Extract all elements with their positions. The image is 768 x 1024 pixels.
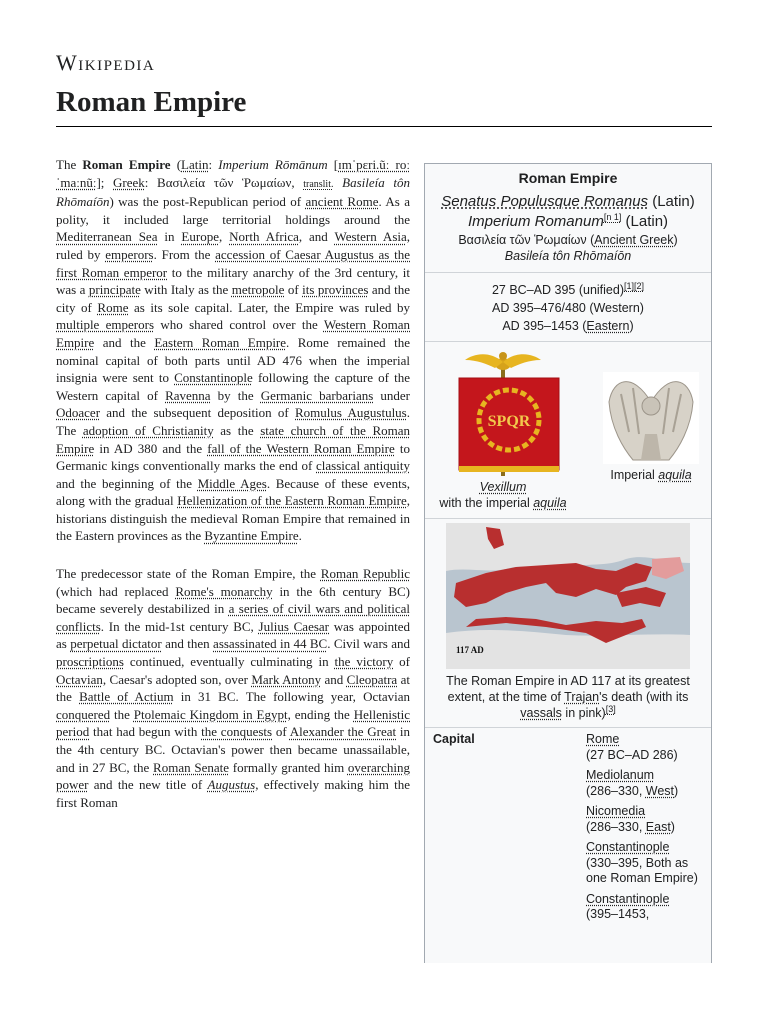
article-paragraph-2 [56, 565, 410, 811]
article-link[interactable]: Middle Ages [197, 475, 267, 491]
article-link[interactable]: Constantinople [174, 370, 253, 386]
date-unified-text: 27 BC–AD 395 (unified) [491, 283, 624, 297]
latin-lang-label-2: (Latin) [625, 213, 669, 230]
article-link[interactable]: Octavian [56, 671, 103, 687]
article-link[interactable]: overarching power [56, 759, 411, 793]
article-text: that had begun with [89, 724, 202, 740]
article-text: to the military anarchy of the 3rd century, it was a [56, 264, 410, 298]
article-link[interactable]: Alexander the Great [289, 724, 397, 740]
capital-link[interactable]: Mediolanum [586, 768, 655, 782]
article-link[interactable]: Odoacer [56, 405, 101, 421]
article-link[interactable]: a series of civil wars and political conflicts [56, 601, 410, 634]
article-text: , [218, 229, 230, 245]
article-link[interactable]: state church of the Roman Empire [56, 422, 410, 456]
article-text: at the [56, 671, 410, 705]
article-link[interactable]: Mark Antony [251, 671, 322, 687]
article-text: and the new title of [88, 777, 208, 793]
article-link[interactable]: Augustus [207, 777, 256, 793]
article-link[interactable]: classical antiquity [316, 458, 410, 474]
article-text: and the city of [56, 282, 410, 315]
article-link[interactable]: Greek [113, 174, 145, 190]
infobox-title: Roman Empire [518, 170, 618, 186]
article-link[interactable]: Rome [97, 299, 129, 315]
article-text: . From the [153, 246, 216, 262]
article-link[interactable]: perpetual dictator [70, 636, 162, 652]
article-link[interactable]: Julius Caesar [258, 618, 330, 634]
infobox [424, 163, 712, 963]
article-link[interactable]: Roman Republic [320, 566, 410, 582]
article-link[interactable]: North Africa [229, 229, 299, 245]
title-divider [56, 126, 712, 127]
capital-item [586, 840, 711, 887]
article-link[interactable]: Roman Senate [153, 759, 229, 775]
article-link[interactable]: conquered [56, 706, 111, 722]
article-text: [ [327, 157, 339, 172]
article-text: the [110, 706, 134, 722]
article-link[interactable]: Western Asia [334, 229, 407, 245]
greek-name: Βασιλεία τῶν Ῥωμαίων [458, 233, 587, 247]
capital-link[interactable]: Constantinople [586, 891, 670, 906]
article-text: and the beginning of the [56, 475, 198, 491]
wikipedia-logo[interactable]: Wikipedia [56, 50, 156, 75]
date-eastern [425, 317, 711, 335]
vexillum-image[interactable] [439, 348, 567, 476]
infobox-native-name-latin [429, 192, 707, 212]
aquila-caption: Imperial [610, 468, 659, 482]
capital-item [586, 768, 711, 799]
infobox-images [425, 342, 711, 519]
map-caption-text-3: in pink) [561, 706, 606, 720]
article-link[interactable]: Latin [181, 157, 209, 172]
article-link[interactable]: the conquests [201, 724, 273, 740]
date-western: AD 395–476/480 (Western) [492, 301, 644, 315]
infobox-greek-name [429, 232, 707, 248]
latin-motto-link[interactable]: Senatus Populusque Romanus [441, 193, 649, 210]
article-text: , and [298, 229, 335, 245]
article-text: , effectively making him the first Roman [56, 777, 410, 810]
article-text: , Caesar's adopted son, over [102, 671, 252, 687]
article-text: ) was the post-Republican period of [109, 194, 306, 210]
article-text: following the capture of the Western capital of [56, 370, 410, 403]
paren: ) [670, 819, 675, 834]
article-link[interactable]: multiple emperors [56, 317, 155, 333]
paren: ) [629, 319, 634, 333]
citation-ref[interactable]: [3] [605, 703, 616, 714]
article-text: in 31 BC. The following year, Octavian [173, 689, 410, 705]
map-caption [425, 669, 711, 721]
article-link[interactable]: Europe [181, 229, 219, 245]
article-text: (which had replaced [56, 583, 176, 599]
paren: ) [673, 233, 678, 247]
article-text: : [208, 157, 219, 172]
date-eastern-text: AD 395–1453 ( [502, 319, 587, 333]
vexillum-caption: with the imperial [439, 496, 534, 510]
article-text: . The [56, 405, 410, 438]
paren: ( [590, 233, 595, 247]
article-text: to Germanic kings conventionally marks the end of [56, 440, 410, 474]
date-unified [425, 281, 711, 299]
infobox-map [425, 519, 711, 728]
article-link[interactable]: Ptolemaic Kingdom in Egypt [133, 706, 288, 722]
article-link[interactable]: emperors [105, 246, 154, 262]
article-link[interactable]: ancient Rome [305, 194, 379, 210]
article-text: ]; [96, 174, 114, 190]
article-text: Imperium Rōmānum [218, 157, 328, 172]
capital-item [586, 892, 711, 923]
capital-detail: (27 BC–AD 286) [586, 747, 678, 762]
article-link[interactable]: Mediterranean Sea [56, 229, 158, 245]
article-text: Roman Empire [82, 157, 171, 172]
capital-detail: (395–1453, [586, 907, 650, 921]
vassals-link[interactable]: vassals [520, 706, 562, 720]
article-link[interactable]: Western Roman Empire [56, 317, 411, 350]
article-link[interactable]: ɪmˈpɛri.ũː roːˈmaːnũː [56, 157, 410, 190]
article-text: under [373, 387, 410, 403]
article-text: . As a polity, it included large territorial holdings around the [56, 194, 410, 227]
capital-detail: (286–330, [586, 783, 646, 798]
capital-item [586, 804, 711, 835]
article-link[interactable]: translit. [303, 178, 334, 190]
aquila-link[interactable]: aquila [533, 496, 567, 510]
west-link[interactable]: West [645, 783, 675, 798]
article-text: and [321, 671, 347, 687]
article-text: . Rome remained the nominal capital of both parts until AD 476 when the imperial insignia were sent to [56, 334, 410, 386]
article-body [56, 156, 410, 831]
vexillum-link[interactable]: Vexillum [479, 480, 527, 494]
vexillum-figure [439, 348, 567, 511]
article-text: continued, eventually culminating in [123, 654, 335, 670]
article-text: with Italy as the [140, 282, 232, 298]
east-link[interactable]: East [645, 819, 671, 834]
article-link[interactable]: adoption of Christianity [82, 422, 214, 438]
capital-link[interactable]: Nicomedia [586, 804, 646, 818]
article-text: The predecessor state of the Roman Empire, the [56, 566, 321, 582]
article-paragraph-1 [56, 156, 410, 545]
article-link[interactable]: Eastern Roman Empire [154, 334, 287, 350]
article-text: and then [161, 636, 214, 652]
capital-detail: (286–330, [586, 819, 646, 834]
article-text: in AD 380 and the [94, 440, 208, 456]
article-text: and the [94, 334, 155, 350]
article-text: of [272, 724, 290, 740]
infobox-capital-row [425, 728, 711, 932]
article-link[interactable]: Cleopatra [346, 671, 398, 687]
article-text: ( [170, 157, 182, 172]
greek-transliteration: Basileía tôn Rhōmaíōn [504, 249, 632, 263]
article-text: in the 6th century BC) became severely destabilized in [56, 583, 410, 617]
article-text: was appointed as [56, 618, 411, 652]
article-text: , ending the [287, 706, 354, 722]
paren: ) [674, 783, 679, 798]
capital-item [586, 732, 711, 763]
infobox-header [425, 164, 711, 273]
article-text: in [157, 229, 182, 245]
capital-list [586, 732, 711, 923]
citation-ref[interactable]: [1][2] [624, 280, 645, 291]
eastern-link[interactable]: Eastern [586, 319, 630, 333]
article-link[interactable]: Rome's monarchy [175, 583, 273, 599]
note-ref[interactable]: [n 1] [603, 212, 622, 222]
article-text: . Civil wars and [327, 636, 410, 652]
map-caption-text-2: 's death (with its [599, 690, 689, 704]
article-text: , historians distinguish the medieval Roman Empire that remained in the Eastern provinces as the [56, 493, 410, 544]
infobox-native-name-latin-2 [429, 212, 707, 232]
eagle-icon [465, 352, 541, 370]
capital-detail: (330–395, Both as one Roman Empire) [586, 855, 698, 885]
article-link[interactable]: its provinces [302, 282, 369, 298]
article-text: in the 4th century BC. Octavian's power then became unassailable, and in 27 BC, the [56, 724, 410, 775]
ancient-greek-link[interactable]: Ancient Greek [594, 233, 674, 247]
article-link[interactable]: fall of the Western Roman Empire [207, 440, 395, 456]
empire-map-image[interactable] [446, 523, 690, 669]
article-text: as the [213, 422, 261, 438]
article-link[interactable]: Byzantine Empire [204, 528, 299, 544]
article-text: of [284, 282, 303, 298]
article-link[interactable]: Hellenization of the Eastern Roman Empire [177, 493, 407, 509]
latin-lang-label: (Latin) [652, 193, 695, 210]
article-text [334, 175, 343, 190]
article-link[interactable]: Battle of Actium [79, 689, 174, 705]
article-text: who shared control over the [154, 317, 324, 333]
article-text: . In the mid-1st century BC, [100, 618, 259, 634]
map-year-label: 117 AD [456, 645, 484, 655]
article-link[interactable]: assassinated in 44 BC [213, 636, 328, 652]
article-link[interactable]: metropole [231, 282, 285, 298]
article-link[interactable]: the victory [334, 654, 394, 670]
article-link[interactable]: Germanic barbarians [260, 387, 374, 403]
article-text: Basileía tôn Rhōmaíōn [56, 174, 410, 210]
capital-label: Capital [433, 732, 475, 746]
capital-link[interactable]: Constantinople [586, 840, 670, 854]
aquila-caption-link[interactable]: aquila [658, 468, 692, 482]
article-link[interactable]: principate [88, 282, 141, 298]
article-text: and the subsequent deposition of [100, 405, 296, 421]
article-link[interactable]: Ravenna [165, 387, 211, 403]
aquila-statue-image[interactable] [603, 372, 699, 464]
article-text: of [393, 654, 410, 670]
article-link[interactable]: proscriptions [56, 654, 124, 670]
latin-name: Imperium Romanum [467, 213, 604, 230]
article-text: formally granted him [229, 759, 348, 775]
spqr-text: SPQR [487, 413, 531, 430]
aquila-figure [603, 372, 699, 483]
trajan-link[interactable]: Trajan [564, 690, 600, 704]
article-text: by the [210, 387, 261, 403]
page-title: Roman Empire [56, 86, 247, 118]
article-link[interactable]: accession of Caesar Augustus as the first Roman emperor [56, 246, 410, 280]
infobox-dates [425, 273, 711, 342]
article-text: , ruled by [56, 229, 411, 262]
capital-link[interactable]: Rome [586, 732, 620, 746]
article-text: as its sole capital. Later, the Empire was ruled by [128, 299, 410, 315]
article-text: The [56, 157, 83, 172]
article-link[interactable]: Hellenistic period [56, 706, 411, 740]
article-text: : Βασιλεία τῶν Ῥωμαίων, [144, 174, 304, 190]
map-caption-text: The Roman Empire in AD 117 at its greatest extent, at the time of [446, 674, 690, 704]
article-text: . Because of these events, along with the gradual [56, 475, 411, 509]
article-text: . [298, 528, 302, 544]
article-link[interactable]: Romulus Augustulus [295, 405, 407, 421]
